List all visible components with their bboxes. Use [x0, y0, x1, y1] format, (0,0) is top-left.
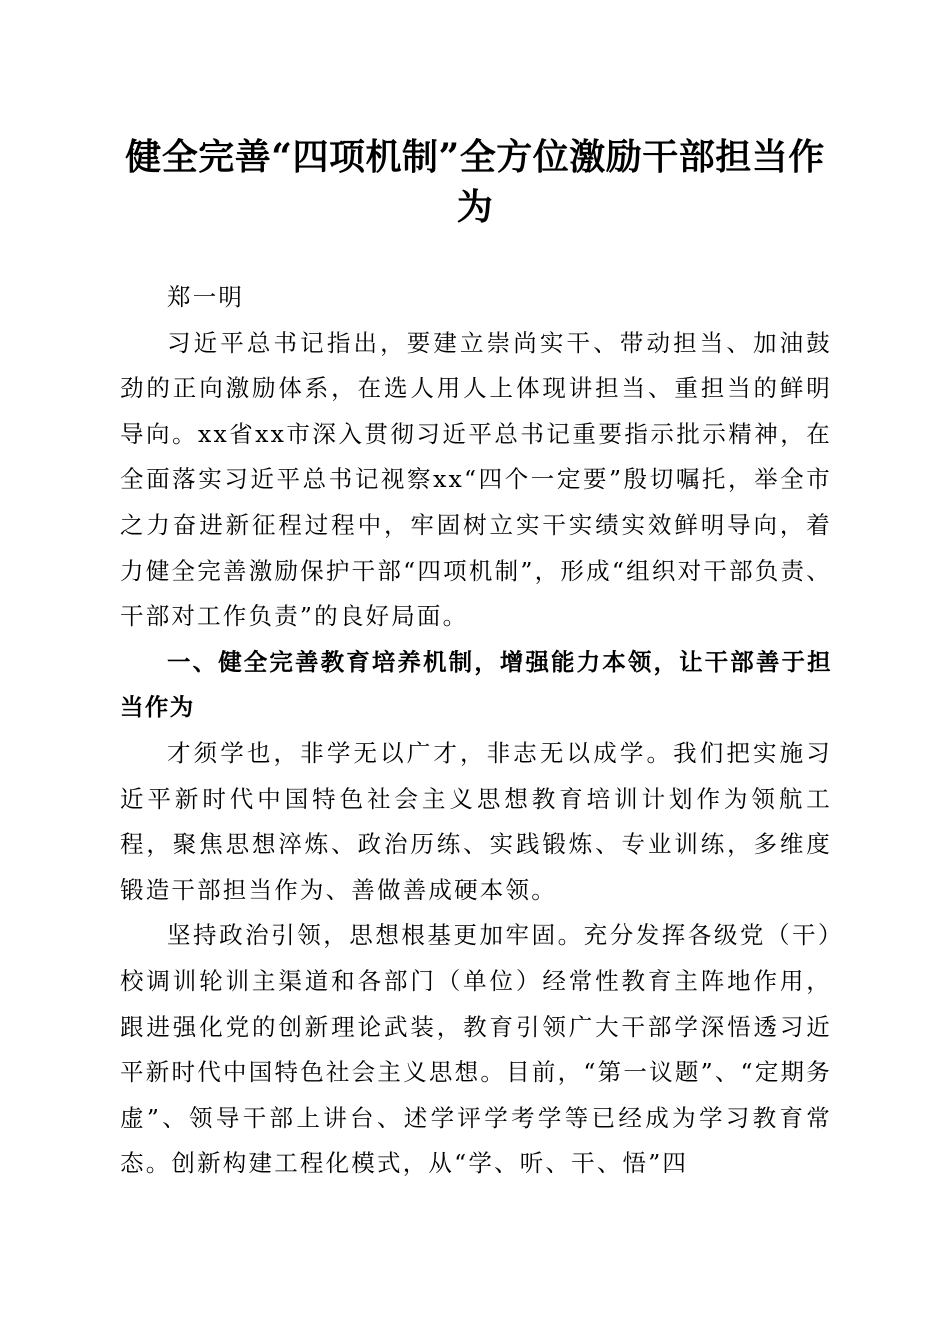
document-title: 健全完善“四项机制”全方位激励干部担当作为: [125, 136, 825, 228]
body-paragraph: 才须学也，非学无以广才，非志无以成学。我们把实施习近平新时代中国特色社会主义思想教育培训计划作为领航工程，聚焦思想淬炼、政治历练、实践锻炼、专业训练，多维度锻造干部担当作为、善做善成硬本领。: [120, 738, 832, 904]
section-heading: 一、健全完善教育培养机制，增强能力本领，让干部善于担当作为: [120, 647, 832, 722]
document-body: [120, 275, 832, 1187]
author-line: 郑一明: [167, 283, 245, 311]
body-paragraph: 习近平总书记指出，要建立崇尚实干、带动担当、加油鼓劲的正向激励体系，在选人用人上体现讲担当、重担当的鲜明导向。xx省xx市深入贯彻习近平总书记重要指示批示精神，在全面落实习近平总书记视察xx“四个一定要”殷切嘱托，举全市之力奋进新征程过程中，牢固树立实干实绩实效鲜明导向，着力健全完善激励保护干部“四项机制”，形成“组织对干部负责、干部对工作负责”的良好局面。: [120, 328, 832, 631]
body-paragraph: 坚持政治引领，思想根基更加牢固。充分发挥各级党（干）校调训轮训主渠道和各部门（单位）经常性教育主阵地作用，跟进强化党的创新理论武装，教育引领广大干部学深悟透习近平新时代中国特色社会主义思想。目前，“第一议题”、“定期务虚”、领导干部上讲台、述学评学考学等已经成为学习教育常态。创新构建工程化模式，从“学、听、干、悟”四: [120, 921, 832, 1178]
